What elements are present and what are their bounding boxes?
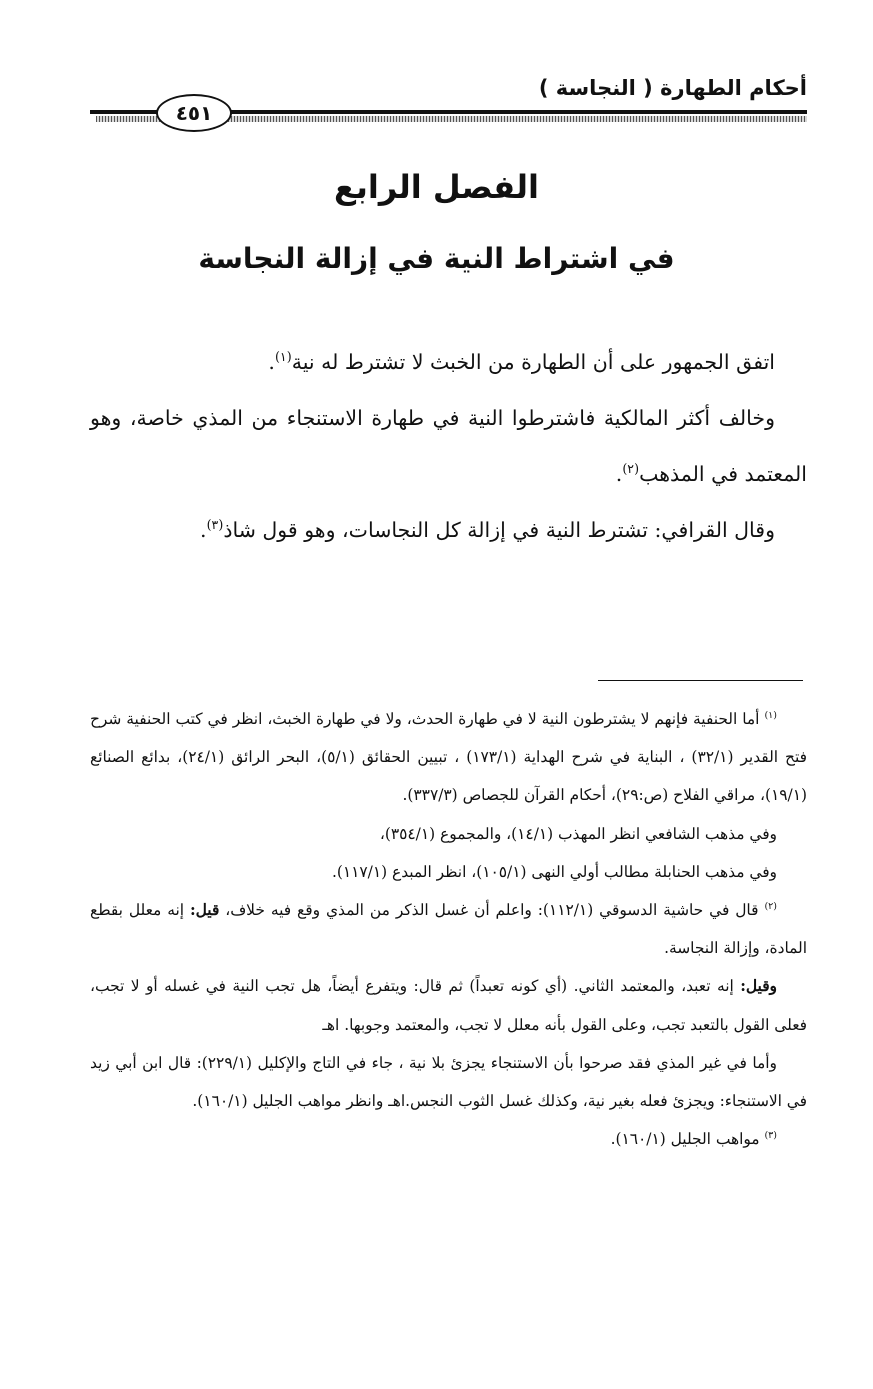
footnote-number: (٣) (764, 1130, 777, 1142)
page-number: ٤٥١ (156, 94, 232, 132)
paragraph (90, 334, 807, 390)
chapter-title: الفصل الرابع (334, 168, 539, 206)
footnote-text: مواهب الجليل (١٦٠/١). (610, 1130, 765, 1149)
footnote-number: (١) (764, 709, 777, 721)
paragraph-text: اتفق الجمهور على أن الطهارة من الخبث لا تشترط له نية (291, 350, 775, 374)
footnote (90, 891, 807, 967)
footnotes (90, 700, 807, 1158)
footnote-marker: (٣) (206, 517, 224, 533)
running-header-title: أحكام الطهارة ( النجاسة ) (538, 76, 807, 100)
paragraph-end: . (200, 518, 207, 542)
footnote (90, 1120, 807, 1158)
footnote-text: قال في حاشية الدسوقي (١١٢/١): واعلم أن غسل الذكر من المذي وقع فيه خلاف، (219, 901, 765, 920)
footnote-bold-term: وقيل: (740, 977, 777, 996)
footnote-separator (598, 680, 803, 681)
paragraph-text: وقال القرافي: تشترط النية في إزالة كل النجاسات، وهو قول شاذ (223, 518, 775, 542)
paragraph-end: . (268, 350, 275, 374)
footnote-continuation (90, 967, 807, 1043)
footnote-number: (٢) (764, 900, 777, 912)
footnote-text: إنه معلل بقطع المادة، وإزالة النجاسة. (90, 901, 807, 958)
footnote-bold-term: قيل: (189, 901, 220, 920)
footnote-marker: (١) (274, 349, 292, 365)
chapter-subtitle: في اشتراط النية في إزالة النجاسة (198, 242, 675, 275)
footnote-marker: (٢) (622, 461, 640, 477)
paragraph-end: . (615, 462, 623, 486)
paragraph (90, 390, 807, 502)
footnote-text: أما الحنفية فإنهم لا يشترطون النية لا في طهارة الحدث، ولا في طهارة الخبث، انظر في كتب الحنفية شرح فتح القدير (٣٢/١) ، البناية في شرح الهداية (١٧٣/١) ، تبيين الحقائق (٥/١)، البحر الرائق (٢٤/١)، بدائع الصنائع (١٩/١)، مراقي الفلاح (ص:٢٩)، أحكام القرآن للجصاص (٣٣٧/٣). (90, 710, 807, 805)
footnote-continuation: وفي مذهب الشافعي انظر المهذب (١٤/١)، والمجموع (٣٥٤/١)، (379, 824, 777, 843)
paragraph-text: وخالف أكثر المالكية فاشترطوا النية في طهارة الاستنجاء من المذي خاصة، وهو المعتمد في المذهب (90, 406, 807, 486)
footnote (90, 700, 807, 815)
main-text (90, 334, 807, 558)
footnote-continuation: وأما في غير المذي فقد صرحوا بأن الاستنجاء يجزئ بلا نية ، جاء في التاج والإكليل (٢٢٩/١): قال ابن أبي زيد في الاستنجاء: ويجزئ فعله بغير نية، وكذلك غسل الثوب النجس.اهـ وانظر مواهب الجليل (١٦٠/١). (90, 1053, 807, 1111)
footnote-continuation: وفي مذهب الحنابلة مطالب أولي النهى (١٠٥/١)، انظر المبدع (١١٧/١). (331, 862, 777, 881)
paragraph (90, 502, 807, 558)
footnote-text: إنه تعبد، والمعتمد الثاني. (أي كونه تعبداً) ثم قال: ويتفرع أيضاً، هل تجب النية في غسله أو لا تجب، فعلى القول بالتعبد تجب، وعلى القول بأنه معلل لا تجب، والمعتمد وجوبها. اهـ (90, 977, 807, 1034)
